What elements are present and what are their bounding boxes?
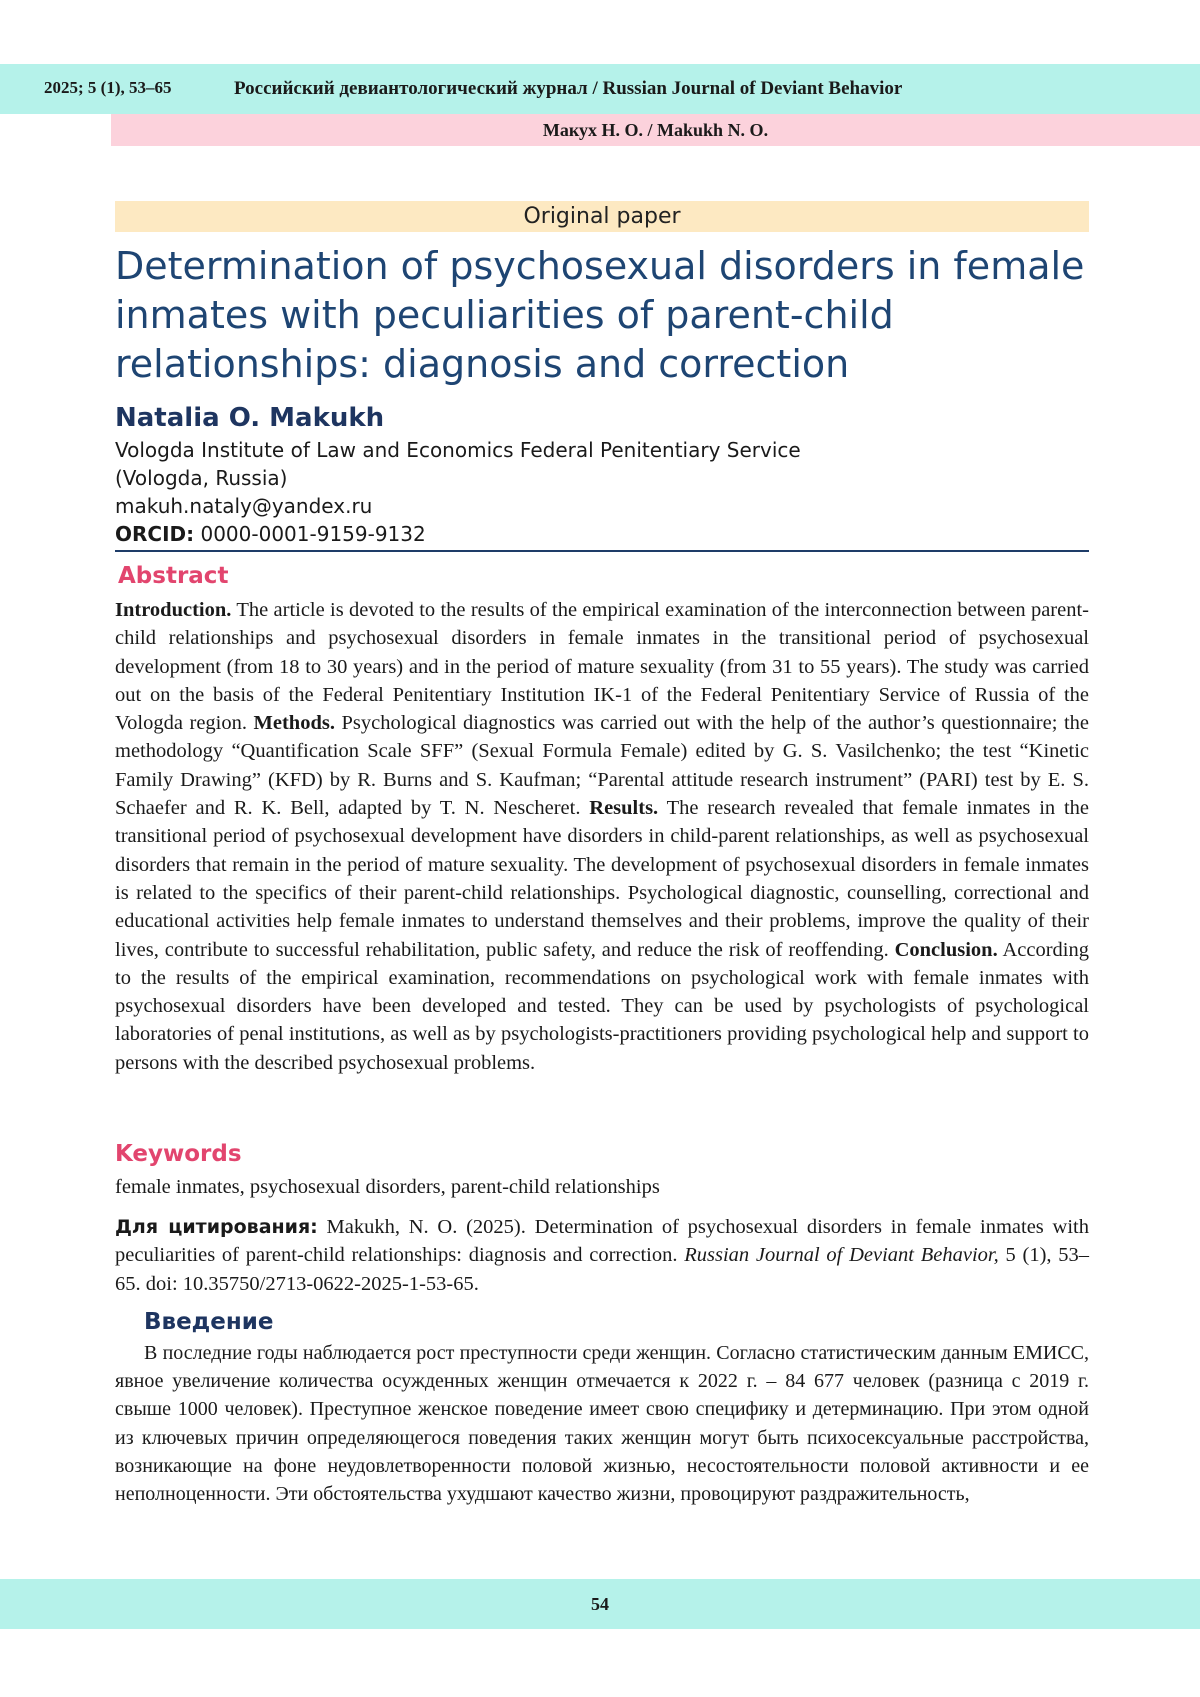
keywords-heading: Keywords	[115, 1141, 242, 1167]
journal-title: Российский девиантологический журнал / Russian Journal of Deviant Behavior	[234, 78, 903, 99]
orcid-value[interactable]: 0000-0001-9159-9132	[194, 522, 426, 546]
abstract-intro-text: The article is devoted to the results of the empirical examination of the interconnection between parent-child relationships and psychosexual disorders in female inmates in the transitional period of psychosexual development (from 18 to 30 years) and in the period of mature sexuality (from 31 to 55 years). The study was carried out on the basis of the Federal Penitentiary Institution IK-1 of the Federal Penitentiary Service of Russia of the Vologda region.	[115, 599, 1089, 735]
abstract-conclusion-text: According to the results of the empirical examination, recommendations on psychological work with female inmates with psychosexual disorders have been developed and tested. They can be used by psychologists of psychological laboratories of penal institutions, as well as by psychologists-practitioners providing psychological help and support to persons with the described psychosexual problems.	[115, 938, 1089, 1074]
abstract-results-text: The research revealed that female inmates in the transitional period of psychosexual development have disorders in child-parent relationships, as well as psychosexual disorders that remain in the period of mature sexuality. The development of psychosexual disorders in female inmates is related to the specifics of their parent-child relationships. Psychological diagnostic, counselling, correctional and educational activities help female inmates to understand themselves and their problems, improve the quality of their lives, contribute to successful rehabilitation, public safety, and reduce the risk of reoffending.	[115, 797, 1089, 961]
author-email[interactable]: makuh.nataly@yandex.ru	[115, 494, 373, 518]
citation-doi: 5 (1), 53–65. doi: 10.35750/2713-0622-2025-1-53-65.	[115, 1244, 1090, 1295]
affiliation-line-2: (Vologda, Russia)	[115, 466, 288, 490]
issue-reference: 2025; 5 (1), 53–65	[44, 78, 172, 97]
abstract-heading: Abstract	[118, 563, 229, 589]
page-footer	[0, 1579, 1200, 1629]
abstract-body	[115, 596, 1089, 1077]
abstract-methods-label: Methods.	[253, 712, 335, 735]
journal-header-band	[0, 64, 1200, 114]
abstract-results-label: Results.	[589, 797, 659, 820]
page-number: 54	[591, 1594, 609, 1614]
orcid-label: ORCID:	[115, 522, 195, 546]
article-title: Determination of psychosexual disorders in female inmates with peculiarities of parent-child relationships: diagnosis and correction	[115, 244, 1085, 386]
introduction-heading: Введение	[144, 1309, 274, 1335]
citation-journal: Russian Journal of Deviant Behavior,	[684, 1244, 999, 1267]
abstract-intro-label: Introduction.	[115, 599, 232, 621]
author-affiliation	[115, 436, 1089, 548]
abstract-conclusion-label: Conclusion.	[894, 938, 998, 961]
header-divider	[115, 550, 1089, 552]
affiliation-line-1: Vologda Institute of Law and Economics Federal Penitentiary Service	[115, 438, 801, 462]
citation-block	[115, 1213, 1089, 1298]
citation-text: Makukh, N. O. (2025). Determination of psychosexual disorders in female inmates with peculiarities of parent-child relationships: diagnosis and correction.	[115, 1216, 1089, 1267]
introduction-body: В последние годы наблюдается рост преступности среди женщин. Согласно статистическим данным ЕМИСС, явное увеличение количества осужденных женщин отмечается к 2022 г. – 84 677 человек (разница с 2019 г. свыше 1000 человек). Преступное женское поведение имеет свою специфику и детерминацию. При этом одной из ключевых причин определяющегося поведения таких женщин могут быть психосексуальные расстройства, возникающие на фоне неудовлетворенности половой жизнью, несостоятельности половой активности и ее неполноценности. Эти обстоятельства ухудшают качество жизни, провоцируют раздражительность,	[115, 1342, 1089, 1506]
abstract-methods-text: Psychological diagnostics was carried out with the help of the author’s questionnaire; the methodology “Quantification Scale SFF” (Sexual Formula Female) edited by G. S. Vasilchenko; the test “Kinetic Family Drawing” (KFD) by R. Burns and S. Kaufman; “Parental attitude research instrument” (PARI) test by E. S. Schaefer and R. K. Bell, adapted by T. N. Nescheret.	[115, 712, 1090, 820]
keywords-list: female inmates, psychosexual disorders, parent-child relationships	[115, 1176, 660, 1198]
citation-label: Для цитирования:	[115, 1216, 318, 1238]
orcid-line	[115, 520, 1089, 548]
author-name: Natalia O. Makukh	[115, 403, 385, 433]
paper-type-label: Original paper	[115, 201, 1089, 232]
running-authors: Макух Н. О. / Makukh N. O.	[111, 114, 1200, 146]
